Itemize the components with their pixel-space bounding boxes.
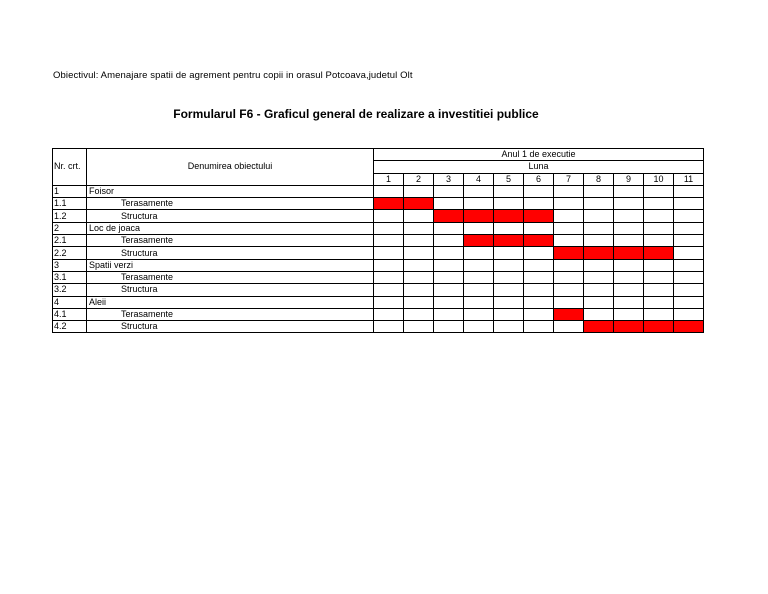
gantt-empty-cell (524, 222, 554, 234)
row-object-name: Structura (87, 284, 374, 296)
gantt-empty-cell (524, 185, 554, 197)
gantt-empty-cell (494, 296, 524, 308)
table-row (53, 235, 704, 247)
gantt-empty-cell (494, 271, 524, 283)
schedule-body (53, 185, 704, 333)
gantt-empty-cell (614, 284, 644, 296)
gantt-empty-cell (404, 259, 434, 271)
gantt-empty-cell (494, 198, 524, 210)
table-row (53, 296, 704, 308)
gantt-empty-cell (674, 222, 704, 234)
table-row (53, 247, 704, 259)
gantt-empty-cell (554, 259, 584, 271)
gantt-empty-cell (644, 210, 674, 222)
gantt-bar-cell (464, 210, 494, 222)
gantt-empty-cell (494, 259, 524, 271)
gantt-empty-cell (404, 308, 434, 320)
gantt-empty-cell (464, 296, 494, 308)
gantt-empty-cell (554, 185, 584, 197)
gantt-empty-cell (374, 235, 404, 247)
gantt-empty-cell (584, 284, 614, 296)
row-object-name: Structura (87, 321, 374, 333)
row-number: 2 (53, 222, 87, 234)
header-nr-crt: Nr. crt. (53, 149, 87, 186)
row-object-name: Structura (87, 247, 374, 259)
gantt-bar-cell (584, 321, 614, 333)
gantt-empty-cell (524, 321, 554, 333)
table-row (53, 321, 704, 333)
month-header-cell: 7 (554, 173, 584, 185)
gantt-empty-cell (404, 235, 434, 247)
gantt-empty-cell (524, 271, 554, 283)
gantt-empty-cell (644, 198, 674, 210)
gantt-empty-cell (584, 198, 614, 210)
gantt-empty-cell (434, 271, 464, 283)
gantt-empty-cell (524, 284, 554, 296)
gantt-empty-cell (614, 259, 644, 271)
gantt-empty-cell (644, 296, 674, 308)
gantt-bar-cell (644, 321, 674, 333)
row-number: 3 (53, 259, 87, 271)
gantt-empty-cell (494, 185, 524, 197)
gantt-empty-cell (464, 284, 494, 296)
gantt-empty-cell (434, 222, 464, 234)
gantt-empty-cell (584, 185, 614, 197)
row-object-name: Loc de joaca (87, 222, 374, 234)
gantt-empty-cell (464, 185, 494, 197)
gantt-empty-cell (494, 321, 524, 333)
gantt-empty-cell (404, 185, 434, 197)
gantt-empty-cell (554, 198, 584, 210)
gantt-empty-cell (554, 271, 584, 283)
month-header-cell: 9 (614, 173, 644, 185)
gantt-empty-cell (404, 271, 434, 283)
gantt-empty-cell (614, 296, 644, 308)
schedule-table (52, 148, 704, 333)
gantt-empty-cell (644, 308, 674, 320)
gantt-empty-cell (584, 271, 614, 283)
gantt-empty-cell (374, 185, 404, 197)
month-header-cell: 5 (494, 173, 524, 185)
gantt-empty-cell (434, 235, 464, 247)
month-header-cell: 3 (434, 173, 464, 185)
gantt-empty-cell (404, 210, 434, 222)
gantt-empty-cell (644, 284, 674, 296)
gantt-empty-cell (554, 321, 584, 333)
month-header-cell: 11 (674, 173, 704, 185)
gantt-empty-cell (374, 210, 404, 222)
gantt-bar-cell (524, 235, 554, 247)
row-number: 1.1 (53, 198, 87, 210)
gantt-empty-cell (614, 235, 644, 247)
gantt-empty-cell (494, 247, 524, 259)
gantt-empty-cell (404, 222, 434, 234)
table-row (53, 308, 704, 320)
table-row (53, 284, 704, 296)
row-object-name: Aleii (87, 296, 374, 308)
gantt-empty-cell (434, 308, 464, 320)
row-number: 4.2 (53, 321, 87, 333)
table-row (53, 271, 704, 283)
row-number: 2.2 (53, 247, 87, 259)
objective-text: Obiectivul: Amenajare spatii de agrement pentru copii in orasul Potcoava,judetul Olt (53, 70, 413, 81)
gantt-empty-cell (494, 222, 524, 234)
gantt-empty-cell (584, 296, 614, 308)
gantt-empty-cell (674, 247, 704, 259)
gantt-bar-cell (434, 210, 464, 222)
gantt-empty-cell (674, 271, 704, 283)
row-object-name: Spatii verzi (87, 259, 374, 271)
gantt-empty-cell (524, 198, 554, 210)
gantt-empty-cell (674, 284, 704, 296)
gantt-empty-cell (464, 321, 494, 333)
month-header-cell: 1 (374, 173, 404, 185)
gantt-bar-cell (464, 235, 494, 247)
table-row (53, 185, 704, 197)
row-number: 1.2 (53, 210, 87, 222)
row-object-name: Terasamente (87, 235, 374, 247)
header-object-name: Denumirea obiectului (87, 149, 374, 186)
gantt-empty-cell (464, 271, 494, 283)
month-header-cell: 8 (584, 173, 614, 185)
gantt-empty-cell (554, 210, 584, 222)
gantt-bar-cell (554, 308, 584, 320)
gantt-empty-cell (404, 296, 434, 308)
gantt-bar-cell (644, 247, 674, 259)
gantt-empty-cell (614, 222, 644, 234)
gantt-empty-cell (374, 222, 404, 234)
header-month: Luna (374, 161, 704, 173)
gantt-empty-cell (434, 259, 464, 271)
gantt-empty-cell (404, 321, 434, 333)
row-object-name: Terasamente (87, 271, 374, 283)
gantt-empty-cell (494, 284, 524, 296)
row-number: 3.1 (53, 271, 87, 283)
gantt-empty-cell (644, 185, 674, 197)
table-row (53, 198, 704, 210)
gantt-empty-cell (434, 185, 464, 197)
gantt-bar-cell (614, 247, 644, 259)
gantt-empty-cell (554, 296, 584, 308)
table-row (53, 210, 704, 222)
row-number: 4.1 (53, 308, 87, 320)
gantt-empty-cell (554, 284, 584, 296)
gantt-empty-cell (524, 308, 554, 320)
table-row (53, 222, 704, 234)
row-number: 1 (53, 185, 87, 197)
gantt-bar-cell (494, 235, 524, 247)
form-title-text: Formularul F6 - Graficul general de realizare a investitiei publice (173, 107, 539, 121)
gantt-empty-cell (554, 222, 584, 234)
row-number: 2.1 (53, 235, 87, 247)
gantt-bar-cell (494, 210, 524, 222)
gantt-empty-cell (374, 247, 404, 259)
header-row-year (53, 149, 704, 161)
gantt-empty-cell (614, 271, 644, 283)
gantt-empty-cell (434, 247, 464, 259)
gantt-bar-cell (374, 198, 404, 210)
gantt-empty-cell (674, 210, 704, 222)
month-header-cell: 2 (404, 173, 434, 185)
row-number: 4 (53, 296, 87, 308)
form-title (0, 107, 712, 121)
row-number: 3.2 (53, 284, 87, 296)
gantt-empty-cell (434, 321, 464, 333)
header-year: Anul 1 de executie (374, 149, 704, 161)
gantt-empty-cell (464, 308, 494, 320)
gantt-empty-cell (374, 271, 404, 283)
gantt-empty-cell (614, 198, 644, 210)
gantt-empty-cell (584, 222, 614, 234)
gantt-empty-cell (644, 259, 674, 271)
gantt-bar-cell (674, 321, 704, 333)
gantt-empty-cell (464, 222, 494, 234)
gantt-empty-cell (524, 247, 554, 259)
gantt-bar-cell (524, 210, 554, 222)
gantt-empty-cell (434, 198, 464, 210)
gantt-empty-cell (404, 247, 434, 259)
gantt-empty-cell (644, 222, 674, 234)
gantt-empty-cell (644, 235, 674, 247)
gantt-empty-cell (614, 185, 644, 197)
row-object-name: Structura (87, 210, 374, 222)
gantt-empty-cell (584, 235, 614, 247)
gantt-empty-cell (554, 235, 584, 247)
gantt-empty-cell (524, 259, 554, 271)
gantt-empty-cell (584, 308, 614, 320)
gantt-empty-cell (434, 284, 464, 296)
row-object-name: Terasamente (87, 308, 374, 320)
gantt-empty-cell (674, 296, 704, 308)
gantt-empty-cell (374, 296, 404, 308)
month-header-cell: 6 (524, 173, 554, 185)
row-object-name: Foisor (87, 185, 374, 197)
gantt-empty-cell (524, 296, 554, 308)
gantt-empty-cell (674, 235, 704, 247)
gantt-empty-cell (464, 247, 494, 259)
gantt-empty-cell (374, 259, 404, 271)
gantt-empty-cell (614, 210, 644, 222)
gantt-empty-cell (614, 308, 644, 320)
gantt-bar-cell (584, 247, 614, 259)
gantt-empty-cell (434, 296, 464, 308)
gantt-bar-cell (614, 321, 644, 333)
gantt-empty-cell (644, 271, 674, 283)
gantt-empty-cell (464, 259, 494, 271)
gantt-empty-cell (464, 198, 494, 210)
gantt-empty-cell (674, 198, 704, 210)
row-object-name: Terasamente (87, 198, 374, 210)
gantt-empty-cell (674, 185, 704, 197)
month-header-cell: 10 (644, 173, 674, 185)
gantt-empty-cell (374, 321, 404, 333)
gantt-empty-cell (404, 284, 434, 296)
gantt-bar-cell (404, 198, 434, 210)
month-header-cell: 4 (464, 173, 494, 185)
gantt-empty-cell (674, 259, 704, 271)
gantt-empty-cell (584, 210, 614, 222)
gantt-empty-cell (374, 284, 404, 296)
gantt-empty-cell (584, 259, 614, 271)
table-row (53, 259, 704, 271)
gantt-empty-cell (374, 308, 404, 320)
gantt-bar-cell (554, 247, 584, 259)
gantt-empty-cell (674, 308, 704, 320)
gantt-empty-cell (494, 308, 524, 320)
